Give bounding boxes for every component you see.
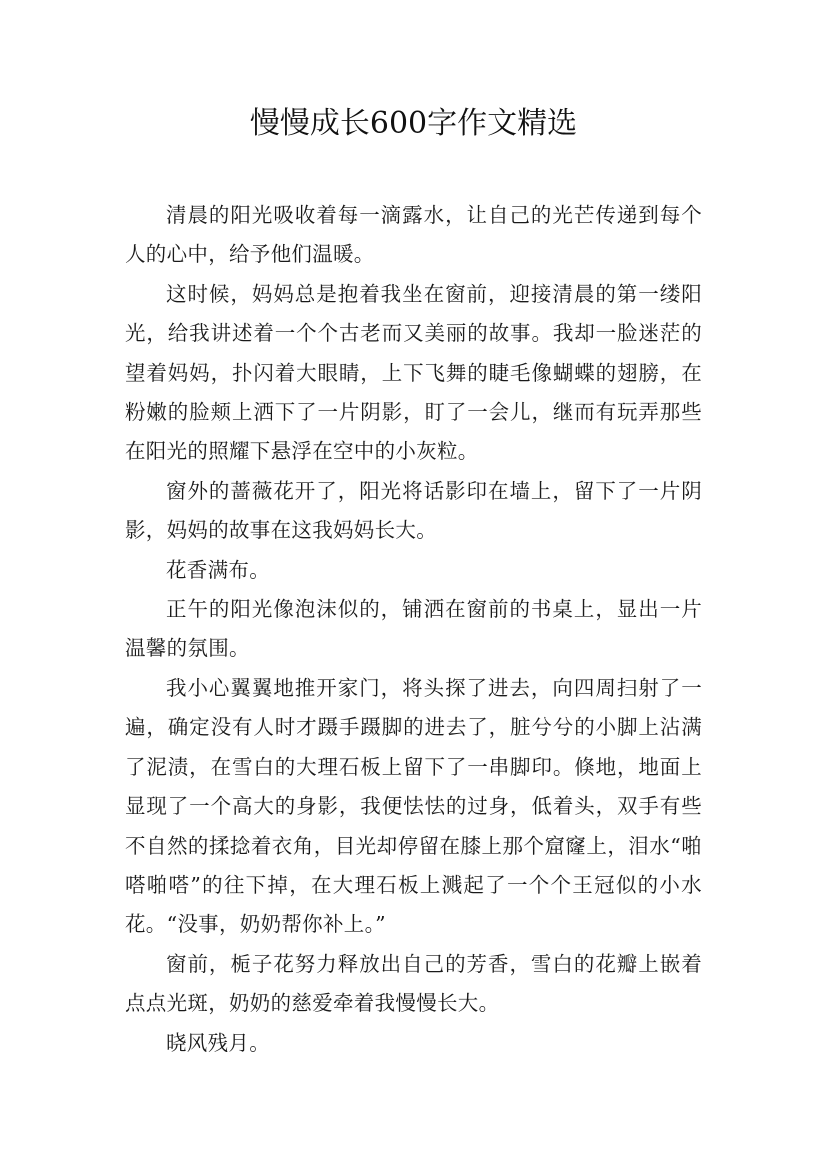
paragraph: 我小心翼翼地推开家门，将头探了进去，向四周扫射了一遍，确定没有人时才蹑手蹑脚的进去了，脏兮兮的小脚上沾满了泥渍，在雪白的大理石板上留下了一串脚印。倏地，地面上显现了一个高大的身影，我便怯怯的过身，低着头，双手有些不自然的揉捻着衣角，目光却停留在膝上那个窟窿上，泪水“啪嗒啪嗒”的往下掉，在大理石板上溅起了一个个王冠似的小水花。“没事，奶奶帮你补上。” [125,675,702,937]
paragraph: 这时候，妈妈总是抱着我坐在窗前，迎接清晨的第一缕阳光，给我讲述着一个个古老而又美丽的故事。我却一脸迷茫的望着妈妈，扑闪着大眼睛，上下飞舞的睫毛像蝴蝶的翅膀，在粉嫩的脸颊上洒下了一片阴影，盯了一会儿，继而有玩弄那些在阳光的照耀下悬浮在空中的小灰粒。 [125,281,702,464]
paragraph: 正午的阳光像泡沫似的，铺洒在窗前的书桌上，显出一片温馨的氛围。 [125,597,702,661]
document-title: 慢慢成长600字作文精选 [249,106,578,141]
document-body [125,196,702,1063]
paragraph: 晓风残月。 [166,1030,270,1055]
paragraph: 窗前，栀子花努力释放出自己的芳香，雪白的花瓣上嵌着点点光斑，奶奶的慈爱牵着我慢慢长大。 [125,951,702,1016]
paragraph: 清晨的阳光吸收着每一滴露水，让自己的光芒传递到每个人的心中，给予他们温暖。 [125,203,702,267]
paragraph: 窗外的蔷薇花开了，阳光将话影印在墙上，留下了一片阴影，妈妈的故事在这我妈妈长大。 [125,478,702,543]
paragraph: 花香满布。 [166,557,270,582]
